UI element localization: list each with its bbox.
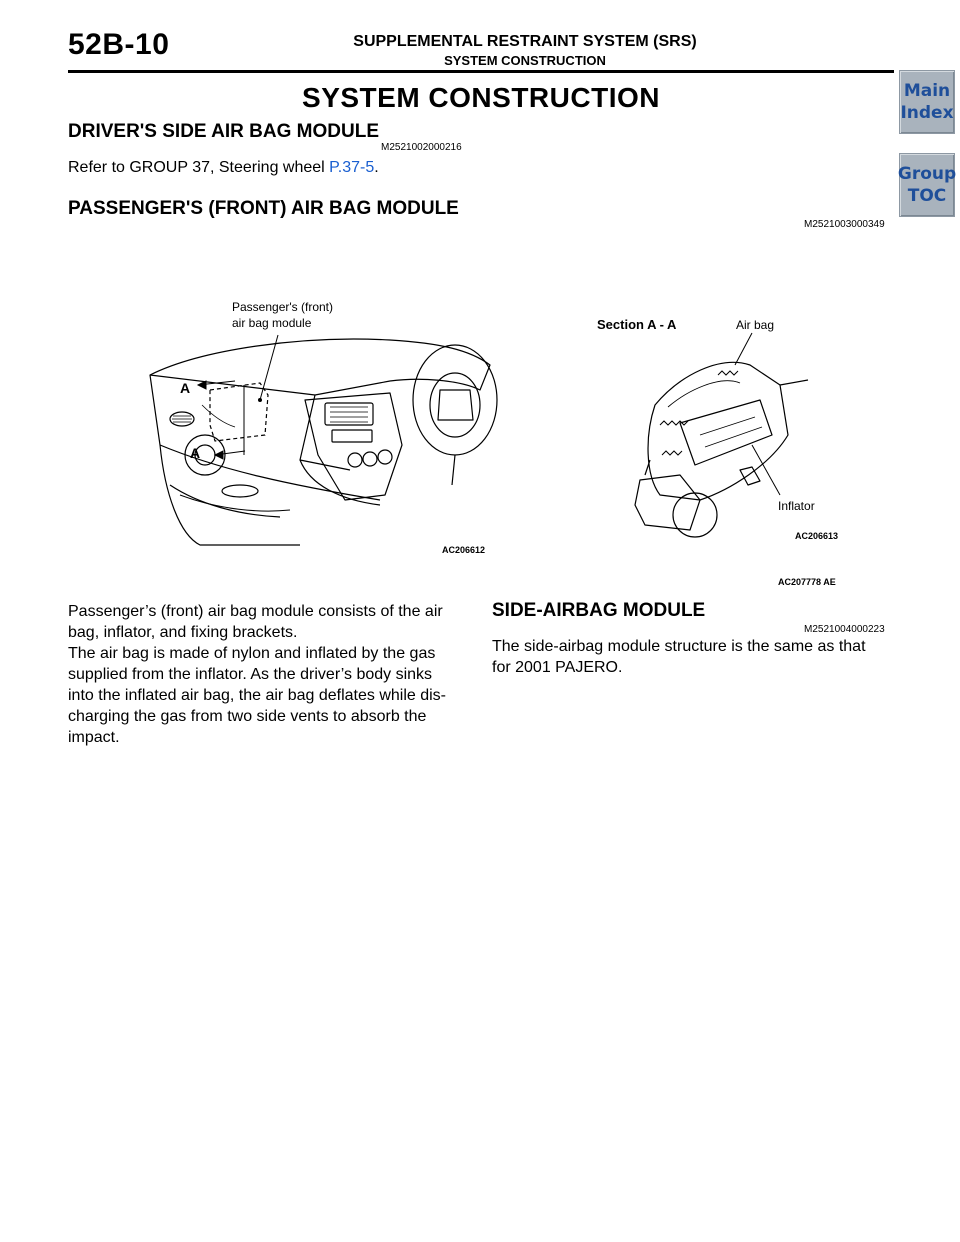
side-section-text [492, 636, 902, 678]
callout-inflator: Inflator [778, 499, 815, 513]
page-title: SYSTEM CONSTRUCTION [302, 82, 660, 113]
steering-wheel-link[interactable]: P.37-5 [329, 159, 375, 176]
driver-text-prefix: Refer to GROUP 37, Steering wheel [68, 159, 330, 176]
main-index-label-line2: Index [900, 103, 954, 123]
passenger-line: supplied from the inflator. As the driver’s body sinks [68, 666, 433, 683]
marker-a-top: A [180, 380, 191, 396]
left-figure-code: AC206612 [442, 545, 486, 555]
right-figure-code: AC206613 [795, 531, 839, 541]
figure-code: AC207778 AE [778, 577, 836, 587]
driver-section-code: M2521002000216 [381, 142, 462, 153]
section-label: Section A - A [597, 317, 677, 332]
page-code: 52B-10 [68, 28, 170, 61]
passenger-line: charging the gas from two side vents to absorb the [68, 708, 427, 725]
passenger-section-code: M2521003000349 [804, 219, 885, 230]
main-index-label-line1: Main [903, 81, 951, 101]
marker-a-bottom: A [190, 445, 201, 461]
passenger-line: bag, inflator, and fixing brackets. [68, 624, 298, 641]
callout-airbag: Air bag [736, 318, 775, 332]
side-line: for 2001 PAJERO. [492, 659, 623, 676]
section-title: SYSTEM CONSTRUCTION [444, 53, 606, 68]
airbag-figure [140, 295, 900, 595]
group-toc-label-line2: TOC [907, 186, 947, 206]
driver-section-heading: DRIVER'S SIDE AIR BAG MODULE [68, 121, 380, 142]
passenger-description [68, 601, 478, 748]
side-line: The side-airbag module structure is the same as that [492, 638, 866, 655]
callout-module-line1: Passenger's (front) [232, 300, 333, 314]
side-section-code: M2521004000223 [804, 624, 885, 635]
side-section-heading: SIDE-AIRBAG MODULE [492, 600, 706, 621]
header-rule [68, 70, 894, 73]
passenger-line: Passenger’s (front) air bag module consists of the air [68, 603, 443, 620]
main-index-button[interactable] [899, 70, 955, 134]
group-toc-button[interactable] [899, 153, 955, 217]
group-toc-label-line1: Group [897, 164, 957, 184]
driver-text-suffix: . [374, 159, 379, 176]
airbag-illustration [140, 295, 900, 595]
driver-section-text [68, 157, 379, 178]
passenger-line: into the inflated air bag, the air bag deflates while dis- [68, 687, 447, 704]
callout-module-line2: air bag module [232, 316, 312, 330]
passenger-line: impact. [68, 729, 120, 746]
passenger-section-heading: PASSENGER'S (FRONT) AIR BAG MODULE [68, 198, 459, 219]
callout-module [232, 299, 333, 331]
group-title: SUPPLEMENTAL RESTRAINT SYSTEM (SRS) [353, 33, 697, 50]
passenger-line: The air bag is made of nylon and inflated by the gas [68, 645, 436, 662]
